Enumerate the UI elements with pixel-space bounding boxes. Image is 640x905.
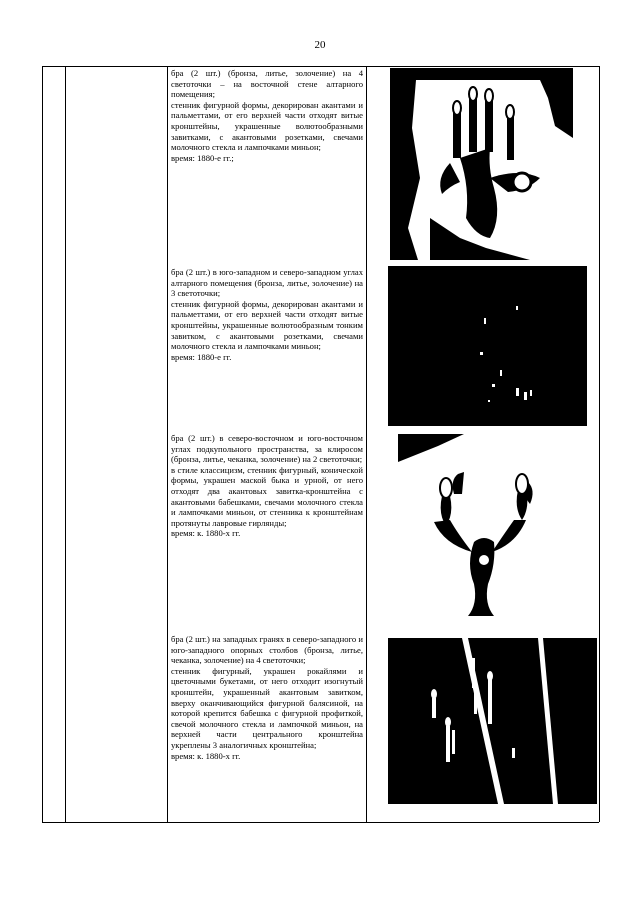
entry-time: время: к. 1880-х гг. — [171, 750, 241, 761]
entry-description: в стиле классицизм, стенник фигурный, конической формы, украшен маской быка и урной, от него отходят два акантовых завитка-кронштейна с акантовыми бабешками, свечами молочного стекла и лампочками миньон, от стенника к кронштейнам протянуты лавровые гирлянды; — [171, 464, 363, 528]
page-number: 20 — [314, 39, 326, 51]
entry-time: время: 1880-е гг.; — [171, 152, 234, 163]
table-row — [171, 68, 363, 163]
column-divider — [65, 66, 66, 822]
sconce-photo — [398, 434, 562, 616]
entry-description: стенник фигурной формы, декорирован акантами и пальметтами, от его верхней части отходят витые кронштейны, украшенные волютообразным тонким завитком, с акантовыми розетками, свечами молочного стекла и лампочками миньон; — [171, 298, 363, 352]
entry-heading: бра (2 шт.) в юго-западном и северо-западном углах алтарного помещения (бронза, литье, золочение) на 3 светоточки; — [171, 267, 363, 299]
entry-time: время: к. 1880-х гг. — [171, 528, 241, 539]
table-row — [171, 433, 363, 539]
entry-time: время: 1880-е гг. — [171, 351, 232, 362]
entry-heading: бра (2 шт.) (бронза, литье, золочение) на 4 светоточки – на восточной стене алтарного помещения; — [171, 68, 363, 100]
table-row — [171, 634, 363, 761]
table-border-top — [42, 66, 599, 67]
entry-heading: бра (2 шт.) в северо-восточном и юго-восточном углах подкупольного пространства, за клиросом (бронза, литье, чеканка, золочение) на 2 светоточки; — [171, 433, 363, 465]
table-row — [171, 267, 363, 362]
entry-heading: бра (2 шт.) на западных гранях в северо-западного и юго-западного опорных столбов (бронза, литье, чеканка, золочение) на 4 светоточки; — [171, 634, 363, 666]
table-border-left — [42, 66, 43, 822]
column-divider — [366, 66, 367, 822]
sconce-photo — [388, 638, 597, 804]
sconce-photo — [388, 266, 587, 426]
column-divider — [167, 66, 168, 822]
entry-description: стенник фигурный, украшен рокайлями и цветочными букетами, от него отходит изогнутый кронштейн, украшенный акантовым завитком, вверху оканчивающийся фигурной балясиной, на которой крепится бабешка с фигурной профиткой, свечой молочного стекла и лампочкой миньон, на верхней части центрального кронштейна укреплены 3 аналогичных кронштейна; — [171, 665, 363, 750]
table-border-right — [599, 66, 600, 822]
entry-description: стенник фигурной формы, декорирован акантами и пальметтами, от его верхней части отходят витые кронштейны, украшенные волютообразными завитками, с акантовыми розетками, свечами молочного стекла и лампочками миньон; — [171, 99, 363, 153]
sconce-photo — [390, 68, 573, 260]
inventory-table — [42, 66, 599, 822]
table-border-bottom — [42, 822, 599, 823]
